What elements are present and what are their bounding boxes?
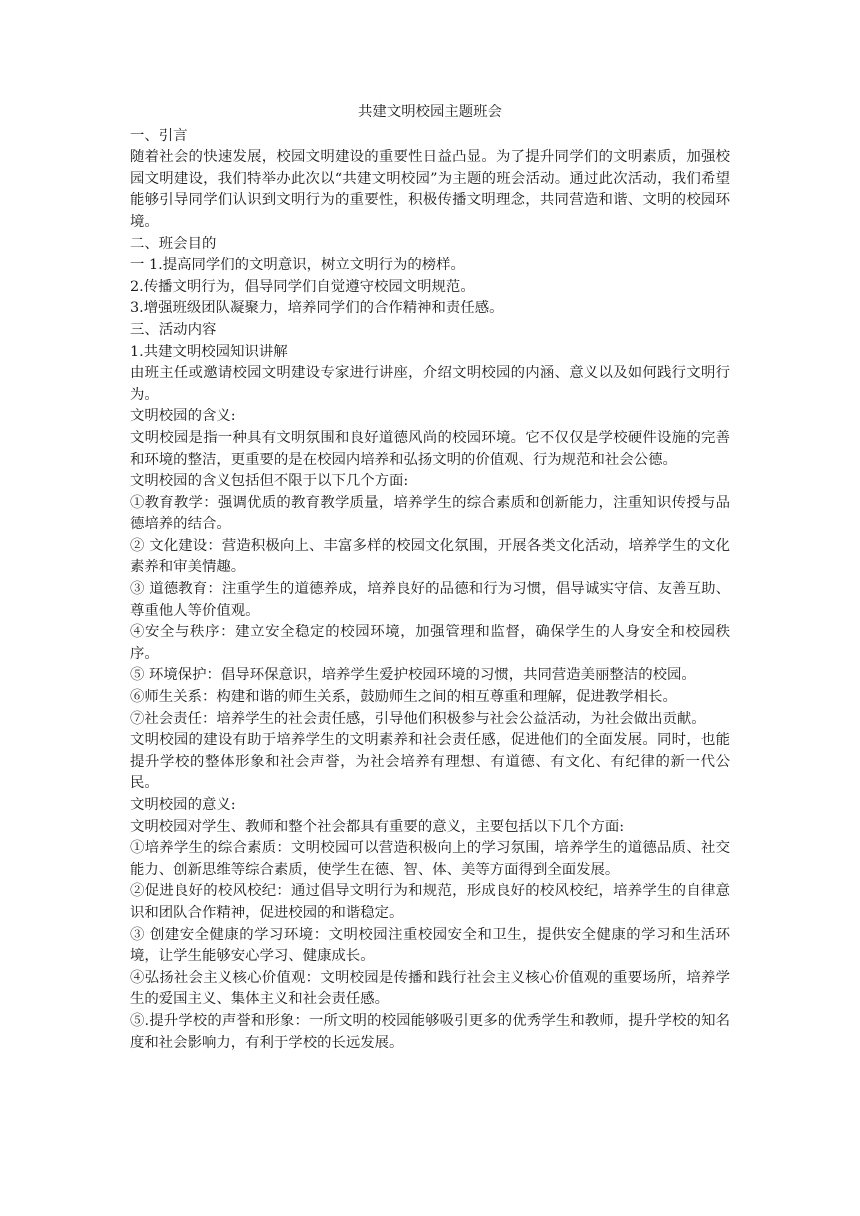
- paragraph: ③ 创建安全健康的学习环境：文明校园注重校园安全和卫生，提供安全健康的学习和生活环境，让学生能够安心学习、健康成长。: [130, 926, 730, 965]
- paragraph: 由班主任或邀请校园文明建设专家进行讲座，介绍文明校园的内涵、意义以及如何践行文明行为。: [130, 365, 730, 403]
- paragraph: 一 1.提高同学们的文明意识，树立文明行为的榜样。: [130, 257, 465, 274]
- paragraph: ⑦社会责任：培养学生的社会责任感，引导他们积极参与社会公益活动，为社会做出贡献。: [130, 710, 706, 727]
- paragraph: 文明校园是指一种具有文明氛围和良好道德风尚的校园环境。它不仅仅是学校硬件设施的完善和环境的整洁，更重要的是在校园内培养和弘扬文明的价值观、行为规范和社会公德。: [130, 429, 730, 468]
- paragraph: 文明校园的含义包括但不限于以下几个方面:: [130, 473, 409, 490]
- paragraph: 文明校园的建设有助于培养学生的文明素养和社会责任感，促进他们的全面发展。同时，也能提升学校的整体形象和社会声誉，为社会培养有理想、有道德、有文化、有纪律的新一代公民。: [130, 732, 730, 792]
- paragraph: 1.共建文明校园知识讲解: [130, 343, 288, 360]
- paragraph: ④安全与秩序：建立安全稳定的校园环境，加强管理和监督，确保学生的人身安全和校园秩序。: [130, 624, 730, 662]
- paragraph: 文明校园对学生、教师和整个社会都具有重要的意义，主要包括以下几个方面:: [130, 818, 625, 835]
- paragraph: 一、引言: [130, 127, 188, 144]
- paragraph: ③ 道德教育：注重学生的道德养成，培养良好的品德和行为习惯，倡导诚实守信、友善互助、尊重他人等价值观。: [130, 581, 730, 619]
- paragraph: 3.增强班级团队凝聚力，培养同学们的合作精神和责任感。: [130, 300, 504, 317]
- paragraph: 文明校园的含义:: [130, 408, 236, 425]
- paragraph: ⑤.提升学校的声誉和形象：一所文明的校园能够吸引更多的优秀学生和教师，提升学校的知名度和社会影响力，有利于学校的长远发展。: [130, 1012, 730, 1051]
- document-body: [130, 126, 730, 1055]
- paragraph: ④弘扬社会主义核心价值观：文明校园是传播和践行社会主义核心价值观的重要场所，培养学生的爱国主义、集体主义和社会责任感。: [130, 969, 730, 1008]
- document-page: [130, 102, 730, 1054]
- paragraph: ②促进良好的校风校纪：通过倡导文明行为和规范，形成良好的校风校纪，培养学生的自律意识和团队合作精神，促进校园的和谐稳定。: [130, 883, 730, 921]
- paragraph: 随着社会的快速发展，校园文明建设的重要性日益凸显。为了提升同学们的文明素质，加强校园文明建设，我们特举办此次以“共建文明校园”为主题的班会活动。通过此次活动，我们希望能够引导同学们认识到文明行为的重要性，积极传播文明理念，共同营造和谐、文明的校园环境。: [130, 149, 730, 230]
- paragraph: ⑥师生关系：构建和谐的师生关系，鼓励师生之间的相互尊重和理解，促进教学相长。: [130, 689, 677, 706]
- paragraph: 文明校园的意义:: [130, 797, 236, 813]
- paragraph: ①培养学生的综合素质：文明校园可以营造积极向上的学习氛围，培养学生的道德品质、社交能力、创新思维等综合素质，使学生在德、智、体、美等方面得到全面发展。: [130, 840, 730, 878]
- paragraph: 2.传播文明行为，倡导同学们自觉遵守校园文明规范。: [130, 278, 475, 295]
- paragraph: 二、班会目的: [130, 235, 217, 252]
- paragraph: ⑤ 环境保护：倡导环保意识，培养学生爱护校园环境的习惯，共同营造美丽整洁的校园。: [130, 667, 696, 684]
- paragraph: 三、活动内容: [130, 321, 217, 338]
- paragraph: ①教育教学：强调优质的教育教学质量，培养学生的综合素质和创新能力，注重知识传授与品德培养的结合。: [130, 494, 730, 533]
- paragraph: ② 文化建设：营造积极向上、丰富多样的校园文化氛围，开展各类文化活动，培养学生的文化素养和审美情趣。: [130, 537, 730, 576]
- document-title: 共建文明校园主题班会: [358, 104, 502, 120]
